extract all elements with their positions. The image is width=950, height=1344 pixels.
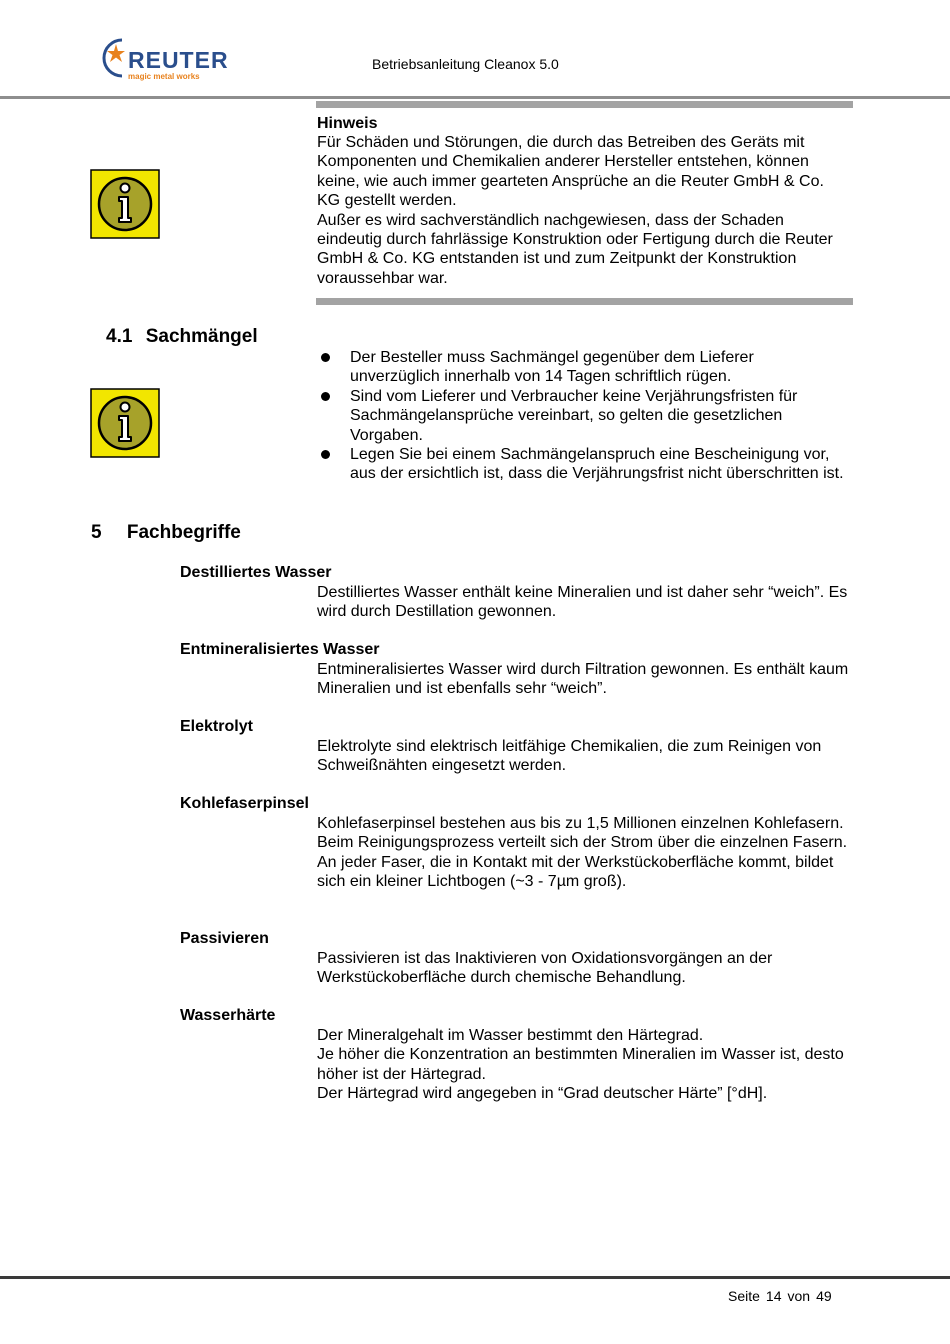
svg-text:magic metal works: magic metal works — [128, 72, 200, 81]
term-elektrolyt: Elektrolyt — [180, 718, 253, 735]
note-bottom-bar — [316, 298, 853, 305]
note-body — [317, 133, 847, 288]
list-item: Sind vom Lieferer und Verbraucher keine Verjährungsfristen für Sachmängelansprüche vereinbart, so gelten die gesetzlichen Vorgaben. — [318, 387, 848, 445]
section-number: 5 — [91, 522, 102, 543]
definition: Destilliertes Wasser enthält keine Mineralien und ist daher sehr “weich”. Es wird durch Destillation gewonnen. — [317, 584, 848, 621]
list-item: Der Besteller muss Sachmängel gegenüber dem Lieferer unverzüglich innerhalb von 14 Tagen schriftlich rügen. — [318, 348, 848, 387]
definition: Kohlefaserpinsel bestehen aus bis zu 1,5 Millionen einzelnen Kohlefasern. Beim Reinigungsprozess verteilt sich der Strom über die einzelnen Fasern. An jeder Faser, die in Kontakt mit der Werkstückoberfläche kommt, bildet sich ein kleiner Lichtbogen (~3 - 7µm groß). — [317, 815, 848, 891]
sachmaengel-list — [318, 348, 848, 484]
term-entmineralisiertes-wasser: Entmineralisiertes Wasser — [180, 641, 380, 658]
definition: Passivieren ist das Inaktivieren von Oxidationsvorgängen an der Werkstückoberfläche durch chemische Behandlung. — [317, 950, 773, 987]
bullet-icon — [321, 450, 330, 459]
reuter-logo — [98, 34, 233, 84]
section-heading-4-1 — [106, 326, 258, 348]
term-destilliertes-wasser: Destilliertes Wasser — [180, 564, 332, 581]
document-title: Betriebsanleitung Cleanox 5.0 — [372, 56, 559, 72]
page-number: Seite 14 von 49 — [728, 1288, 832, 1304]
term-wasserhaerte: Wasserhärte — [180, 1007, 276, 1024]
bullet-icon — [321, 353, 330, 362]
section-title: Fachbegriffe — [126, 522, 241, 543]
note-paragraph: Für Schäden und Störungen, die durch das Betreiben des Geräts mit Komponenten und Chemikalien anderer Hersteller entstehen, können keine, wie auch immer gearteten Ansprüche an die Reuter GmbH & Co. KG gestellt werden. — [317, 134, 824, 210]
note-top-bar — [316, 101, 853, 108]
definition: Der Mineralgehalt im Wasser bestimmt den Härtegrad. Je höher die Konzentration an bestimmten Mineralien im Wasser ist, desto höher ist der Härtegrad. Der Härtegrad wird angegeben in “Grad deutscher Härte” [°dH]. — [317, 1027, 844, 1103]
section-number: 4.1 — [106, 326, 133, 347]
info-icon — [90, 388, 160, 458]
svg-text:REUTER: REUTER — [128, 47, 229, 73]
section-title: Sachmängel — [145, 326, 258, 347]
note-title: Hinweis — [317, 115, 378, 132]
list-item: Legen Sie bei einem Sachmängelanspruch eine Bescheinigung vor, aus der ersichtlich ist, dass die Verjährungsfrist nicht überschritten ist. — [318, 445, 848, 484]
term-kohlefaserpinsel: Kohlefaserpinsel — [180, 795, 309, 812]
footer-divider — [0, 1276, 950, 1279]
note-paragraph: Außer es wird sachverständlich nachgewiesen, dass der Schaden eindeutig durch fahrlässige Konstruktion oder Fertigung durch die Reuter GmbH & Co. KG entstanden ist und zum Zeitpunkt der Konstruktion voraussehbar war. — [317, 211, 833, 287]
section-heading-5 — [91, 522, 241, 544]
header-divider — [0, 96, 950, 99]
definition: Entmineralisiertes Wasser wird durch Filtration gewonnen. Es enthält kaum Mineralien und ist ebenfalls sehr “weich”. — [317, 661, 849, 698]
definition: Elektrolyte sind elektrisch leitfähige Chemikalien, die zum Reinigen von Schweißnähten eingesetzt werden. — [317, 738, 822, 775]
bullet-icon — [321, 392, 330, 401]
term-passivieren: Passivieren — [180, 930, 269, 947]
info-icon — [90, 169, 160, 239]
